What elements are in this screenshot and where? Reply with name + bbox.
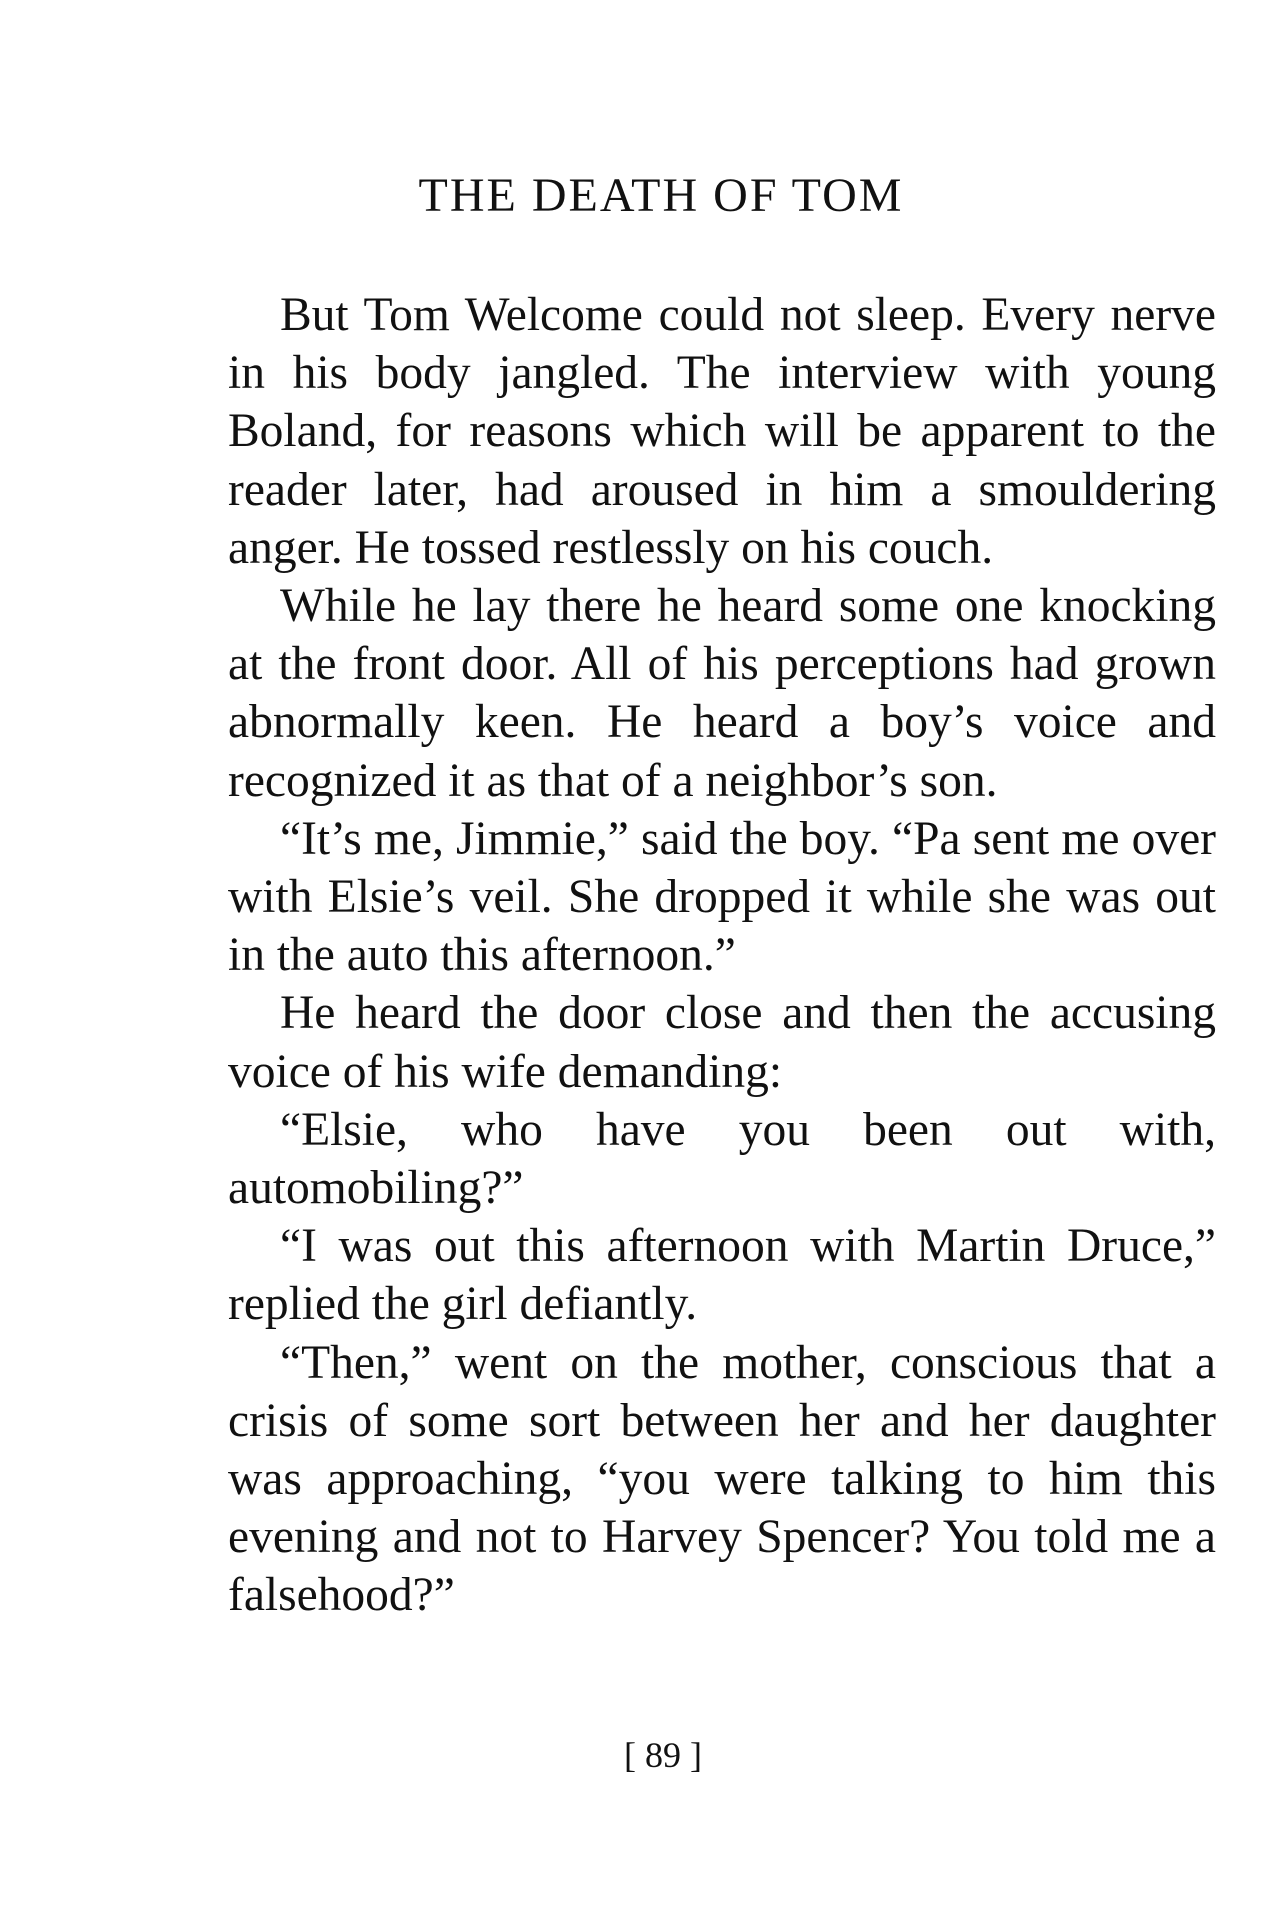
page-number: [ 89 ] bbox=[624, 1735, 702, 1775]
paragraph: While he lay there he heard some one knocking at the front door. All of his perceptions had grown abnormally keen. He heard a boy’s voice and recognized it as that of a neighbor’s son. bbox=[228, 580, 1216, 807]
paragraph: “It’s me, Jimmie,” said the boy. “Pa sent me over with Elsie’s veil. She dropped it while she was out in the auto this afternoon.” bbox=[228, 812, 1216, 982]
paragraph: He heard the door close and then the accusing voice of his wife demanding: bbox=[228, 987, 1216, 1098]
paragraph: “Elsie, who have you been out with, automobiling?” bbox=[228, 1103, 1216, 1215]
running-head: THE DEATH OF TOM bbox=[418, 169, 904, 222]
paragraph: “I was out this afternoon with Martin Druce,” replied the girl defiantly. bbox=[228, 1220, 1216, 1331]
paragraph: But Tom Welcome could not sleep. Every nerve in his body jangled. The interview with young Boland, for reasons which will be apparent to the reader later, had aroused in him a smouldering anger. He tossed restlessly on his couch. bbox=[228, 289, 1216, 574]
body-text bbox=[228, 286, 1216, 1625]
paragraph: “Then,” went on the mother, conscious that a crisis of some sort between her and her daughter was approaching, “you were talking to him this evening and not to Harvey Spencer? You told me a falsehood?” bbox=[228, 1336, 1216, 1622]
